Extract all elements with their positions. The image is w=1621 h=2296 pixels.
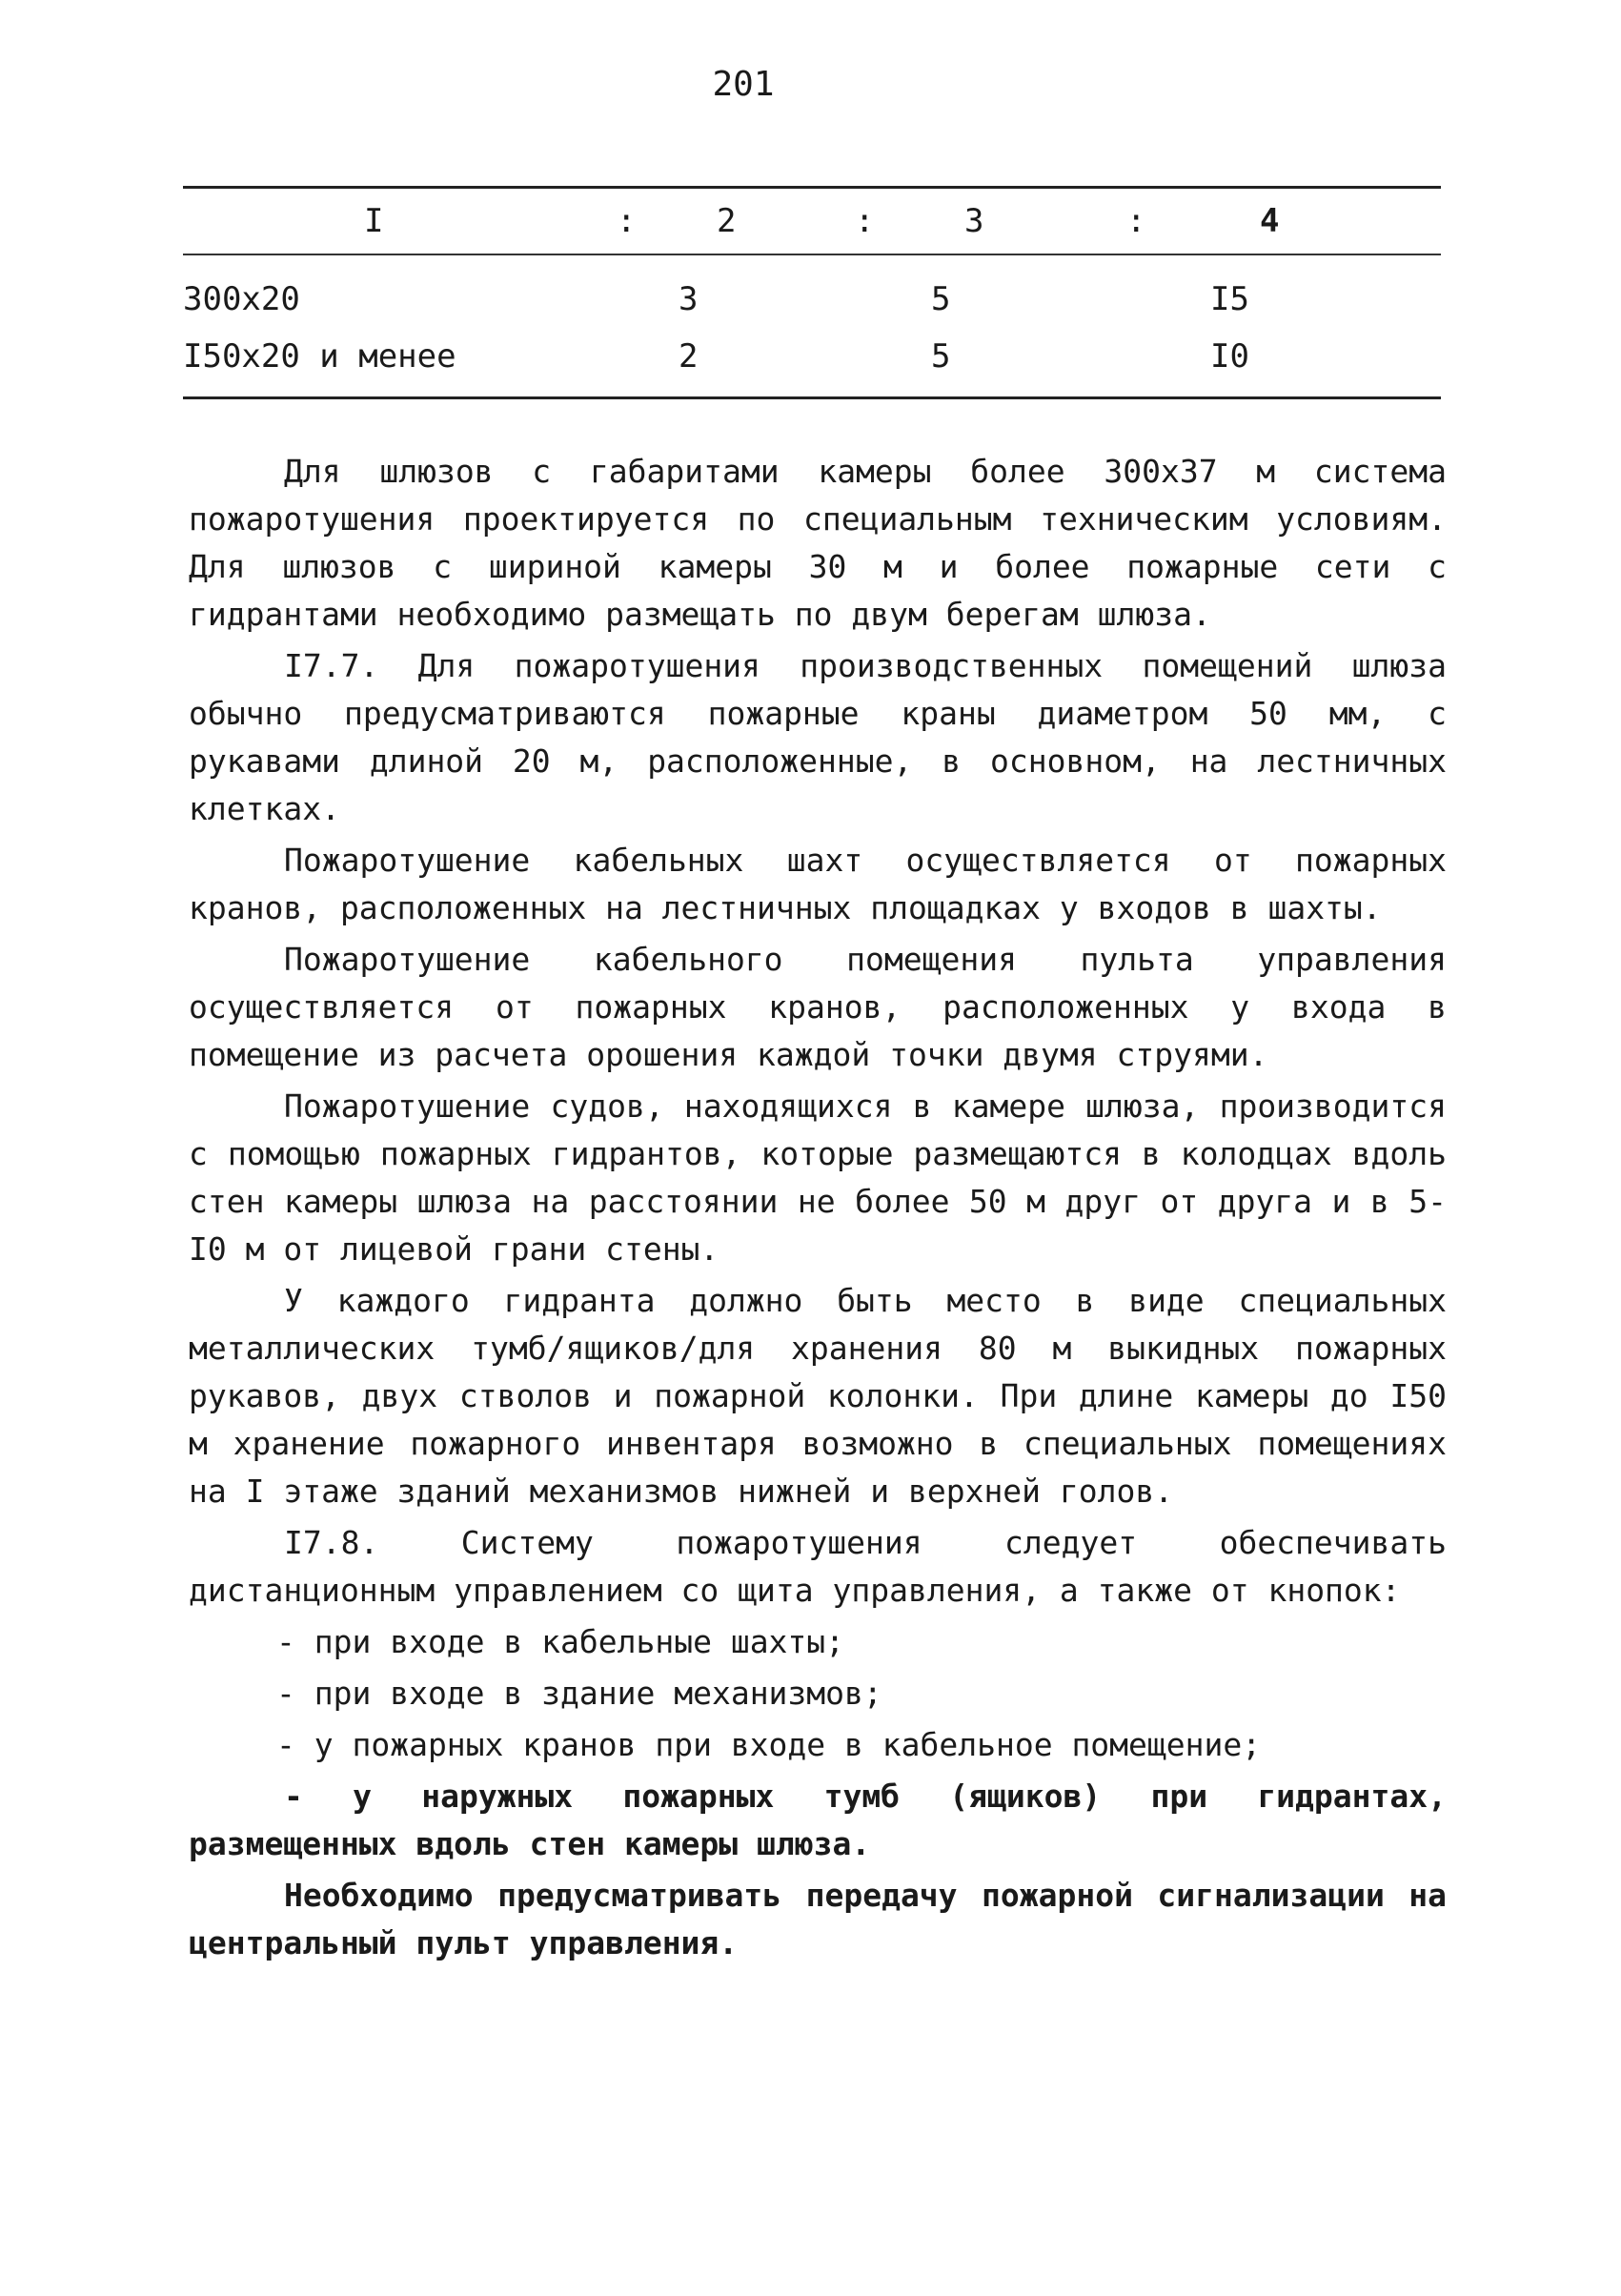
- paragraph: I7.7. Для пожаротушения производственных помещений шлюза обычно предусматриваются пожарные краны диаметром 50 мм, с рукавами длиной 20 м, расположенные, в основном, на лестничных клетках.: [189, 647, 1447, 827]
- table-header-rule: [183, 254, 1441, 255]
- column-separator: :: [855, 202, 875, 240]
- list-item: - при входе в здание механизмов;: [276, 1675, 882, 1712]
- paragraph: Пожаротушение кабельного помещения пульта управления осуществляется от пожарных кранов, расположенных у входа в помещение из расчета орошения каждой точки двумя струями.: [189, 941, 1447, 1073]
- table-cell: I50x20 и менее: [183, 337, 456, 376]
- table-cell: 3: [679, 280, 699, 318]
- closing-paragraph: Необходимо предусматривать передачу пожарной сигнализации на центральный пульт управления.: [189, 1877, 1447, 1961]
- list-item: - у наружных пожарных тумб (ящиков) при гидрантах, размещенных вдоль стен камеры шлюза.: [189, 1778, 1447, 1862]
- list-item: - при входе в кабельные шахты;: [276, 1623, 845, 1660]
- header-col-2: 2: [717, 202, 737, 240]
- table-cell: 5: [931, 337, 951, 376]
- header-col-4: 4: [1260, 202, 1280, 240]
- table-cell: I0: [1210, 337, 1249, 376]
- table-cell: 5: [931, 280, 951, 318]
- paragraph: Пожаротушение кабельных шахт осуществляется от пожарных кранов, расположенных на лестничных площадках у входов в шахты.: [189, 842, 1447, 926]
- data-table: [183, 186, 1441, 399]
- paragraph: У каждого гидранта должно быть место в виде специальных металлических тумб/ящиков/для хранения 80 м выкидных пожарных рукавов, двух стволов и пожарной колонки. При длине камеры до I50 м хранение пожарного инвентаря возможно в специальных помещениях на I этаже зданий механизмов нижней и верхней голов.: [189, 1282, 1447, 1510]
- header-col-1: I: [364, 202, 384, 240]
- table-header-row: [183, 189, 1441, 254]
- column-separator: :: [617, 202, 637, 240]
- paragraph: Для шлюзов с габаритами камеры более 300х37 м система пожаротушения проектируется по специальным техническим условиям. Для шлюзов с шириной камеры 30 м и более пожарные сети с гидрантами необходимо размещать по двум берегам шлюза.: [189, 453, 1447, 633]
- page-number: 201: [712, 65, 775, 104]
- list-item: - у пожарных кранов при входе в кабельное помещение;: [276, 1726, 1262, 1763]
- paragraph: I7.8. Систему пожаротушения следует обеспечивать дистанционным управлением со щита управления, а также от кнопок:: [189, 1524, 1447, 1609]
- body-text: [189, 448, 1447, 1971]
- table-cell: 300x20: [183, 280, 300, 318]
- paragraph: Пожаротушение судов, находящихся в камере шлюза, производится с помощью пожарных гидрантов, которые размещаются в колодцах вдоль стен камеры шлюза на расстоянии не более 50 м друг от друга и в 5-I0 м от лицевой грани стены.: [189, 1087, 1447, 1268]
- table-row: [183, 326, 1441, 383]
- table-cell: 2: [679, 337, 699, 376]
- table-bottom-rule: [183, 396, 1441, 399]
- column-separator: :: [1126, 202, 1146, 240]
- table-cell: I5: [1210, 280, 1249, 318]
- header-col-3: 3: [964, 202, 984, 240]
- table-row: [183, 269, 1441, 326]
